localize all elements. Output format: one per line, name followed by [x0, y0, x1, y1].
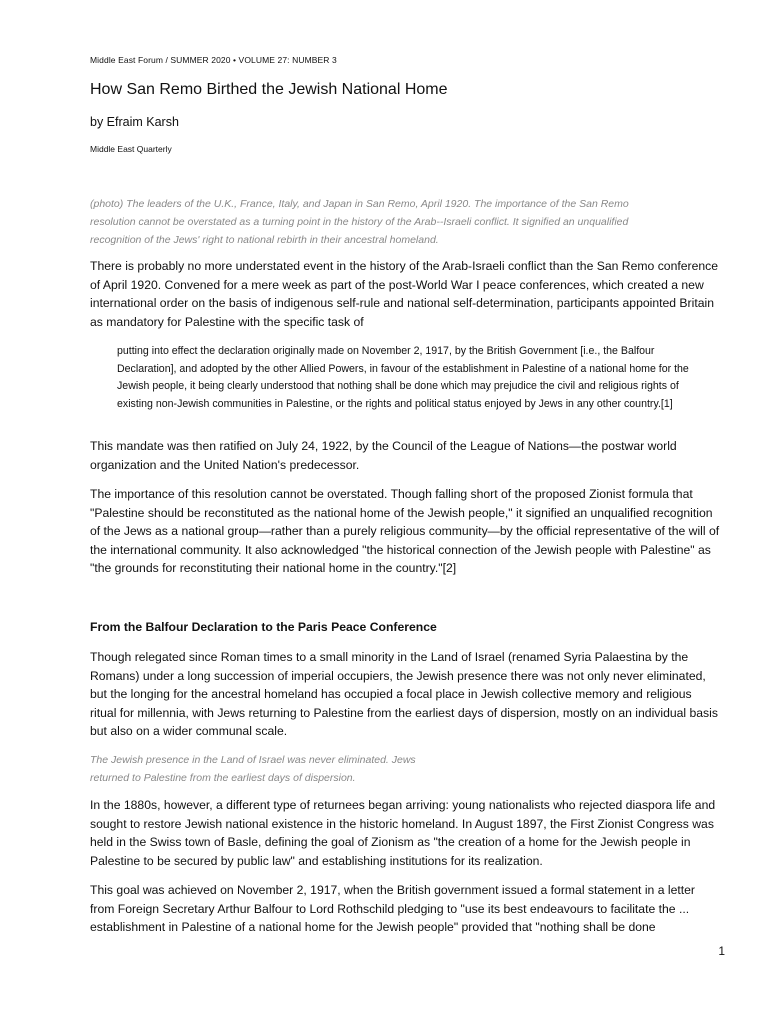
journal-issue-line: Middle East Forum / SUMMER 2020 • VOLUME 27: NUMBER 3	[90, 55, 337, 65]
page-number: 1	[718, 944, 725, 958]
body-paragraph-2: This mandate was then ratified on July 24, 1922, by the Council of the League of Nations—the postwar world organization and the United Nation's predecessor.	[90, 439, 677, 472]
section-heading: From the Balfour Declaration to the Paris Peace Conference	[90, 620, 437, 634]
publication-name: Middle East Quarterly	[90, 144, 172, 154]
photo-caption: (photo) The leaders of the U.K., France, Italy, and Japan in San Remo, April 1920. The importance of the San Remo resolution cannot be overstated as a turning point in the history of the Arab--Israeli conflict. It signified an unqualified recognition of the Jews' right to national rebirth in their ancestral homeland.	[90, 198, 629, 246]
article-title: How San Remo Birthed the Jewish National Home	[90, 81, 448, 98]
body-paragraph-1: There is probably no more understated event in the history of the Arab-Israeli conflict than the San Remo conference of April 1920. Convened for a mere week as part of the post-World War I peace conferences, which created a new international order on the basis of indigenous self-rule and national self-determination, participants appointed Britain as mandatory for Palestine with the specific task of	[90, 259, 719, 329]
body-paragraph-4: Though relegated since Roman times to a small minority in the Land of Israel (renamed Syria Palaestina by the Romans) under a long succession of imperial occupiers, the Jewish presence there was not only never eliminated, but the longing for the ancestral homeland has occupied a focal place in Jewish collective memory and religious ritual for millennia, with Jews returning to Palestine from the earliest days of dispersion, mostly on an individual basis but also on a wider communal scale.	[90, 650, 718, 738]
body-paragraph-5: In the 1880s, however, a different type of returnees began arriving: young nationalists who rejected diaspora life and sought to restore Jewish national existence in the historic homeland. In August 1897, the First Zionist Congress was held in the Swiss town of Basle, defining the goal of Zionism as "the creation of a home for the Jewish people in Palestine to be secured by public law" and establishing institutions for its realization.	[90, 798, 716, 868]
body-paragraph-3: The importance of this resolution cannot be overstated. Though falling short of the proposed Zionist formula that "Palestine should be reconstituted as the national home of the Jewish people," it signified an unqualified recognition of the Jews as a national group—rather than a purely religious community—by the official representative of the will of the international community. It also acknowledged "the historical connection of the Jewish people with Palestine" as "the grounds for reconstituting their national home in the country."[2]	[90, 487, 720, 575]
pull-quote: The Jewish presence in the Land of Israel was never eliminated. Jews returned to Palestine from the earliest days of dispersion.	[90, 754, 416, 784]
author-byline: by Efraim Karsh	[90, 115, 179, 129]
body-paragraph-6: This goal was achieved on November 2, 1917, when the British government issued a formal statement in a letter from Foreign Secretary Arthur Balfour to Lord Rothschild pledging to "use its best endeavours to facilitate the ... establishment in Palestine of a national home for the Jewish people" provided that "nothing shall be done	[90, 883, 695, 934]
mandate-blockquote: putting into effect the declaration originally made on November 2, 1917, by the British Government [i.e., the Balfour Declaration], and adopted by the other Allied Powers, in favour of the establishment in Palestine of a national home for the Jewish people, it being clearly understood that nothing shall be done which may prejudice the civil and religious rights of existing non-Jewish communities in Palestine, or the rights and political status enjoyed by Jews in any other country.[1]	[117, 345, 689, 410]
